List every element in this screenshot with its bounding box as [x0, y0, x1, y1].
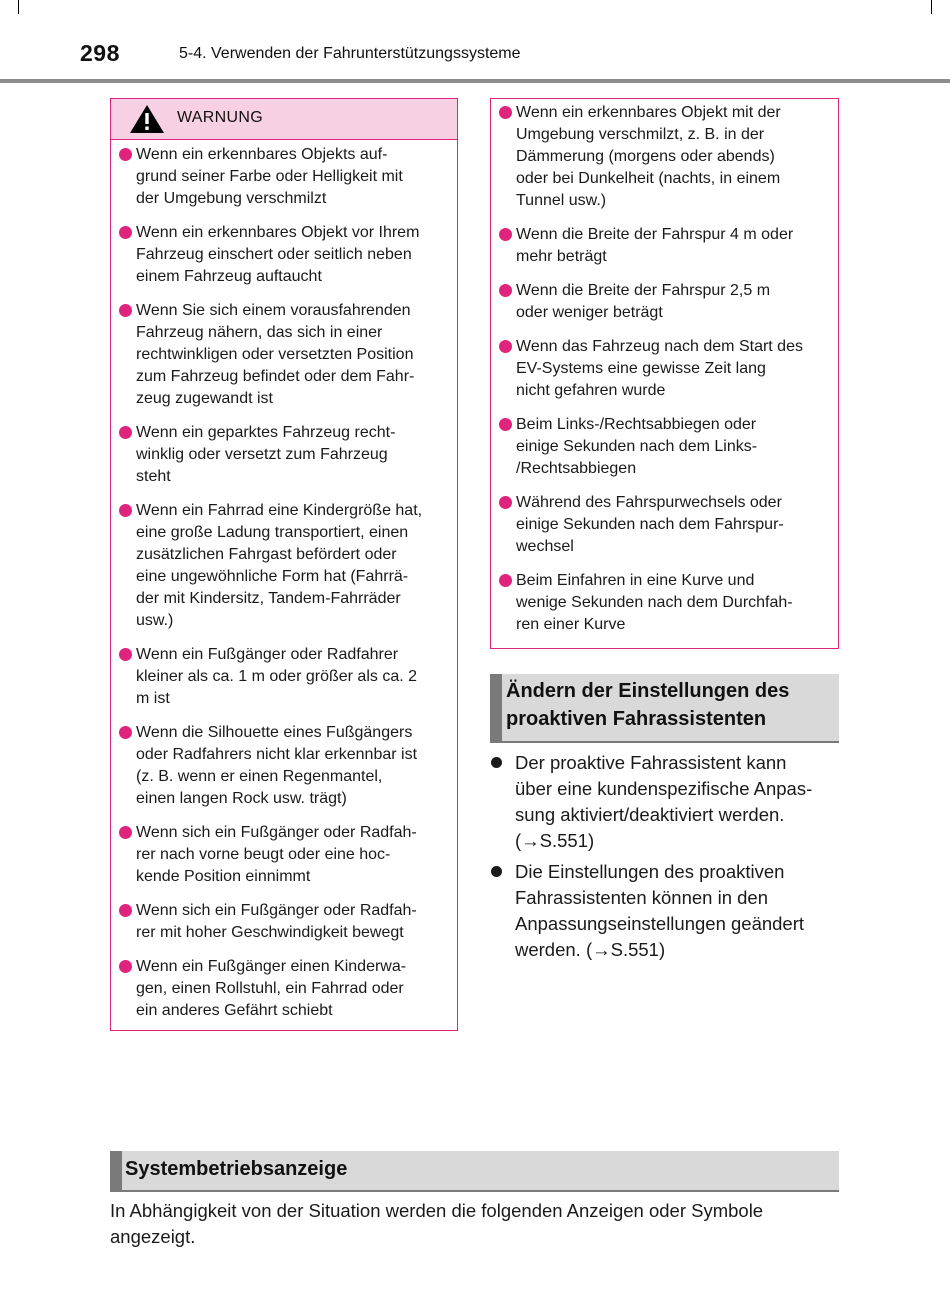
bullet-dot-icon [119, 148, 132, 161]
bullet-dot-icon [119, 504, 132, 517]
warning-item [119, 222, 447, 288]
indicator-section-title: Systembetriebsanzeige [125, 1158, 348, 1180]
warning-title: WARNUNG [177, 109, 263, 126]
settings-bullet-list [490, 750, 835, 968]
warning-list-left [111, 140, 457, 1022]
warning-header [111, 99, 457, 140]
bullet-dot-icon [499, 284, 512, 297]
bullet-dot-icon [119, 904, 132, 917]
warning-item [119, 644, 447, 710]
warning-item-text: Wenn ein geparktes Fahrzeug recht- winklig oder versetzt zum Fahrzeug steht [136, 424, 396, 485]
warning-item-text: Wenn die Breite der Fahrspur 4 m oder mehr beträgt [516, 226, 794, 265]
bullet-dot-icon [499, 340, 512, 353]
warning-item [119, 144, 447, 210]
settings-bullet-text: Der proaktive Fahrassistent kann über eine kundenspezifische Anpas- sung aktiviert/deaktiviert werden. (→S.551) [515, 752, 813, 851]
bullet-dot-icon [491, 757, 502, 768]
settings-section-title: Ändern der Einstellungen des proaktiven Fahrassistenten [506, 680, 790, 730]
warning-triangle-icon [129, 104, 165, 134]
settings-bullet [490, 859, 835, 963]
bullet-dot-icon [119, 726, 132, 739]
bullet-dot-icon [491, 866, 502, 877]
warning-item-text: Wenn die Breite der Fahrspur 2,5 m oder weniger beträgt [516, 282, 771, 321]
warning-item-text: Wenn ein erkennbares Objekts auf- grund seiner Farbe oder Helligkeit mit der Umgebung verschmilzt [136, 146, 403, 207]
warning-item-text: Wenn sich ein Fußgänger oder Radfah- rer nach vorne beugt oder eine hoc- kende Position einnimmt [136, 824, 417, 885]
warning-item-text: Wenn ein Fahrrad eine Kindergröße hat, eine große Ladung transportiert, einen zusätzlichen Fahrgast befördert oder eine ungewöhnliche Form hat (Fahrrä- der mit Kindersitz, Tandem-Fahrräder usw.) [136, 502, 423, 629]
bullet-dot-icon [119, 648, 132, 661]
warning-item [119, 422, 447, 488]
warning-item-text: Wenn ein erkennbares Objekt vor Ihrem Fahrzeug einschert oder seitlich neben einem Fahrzeug auftaucht [136, 224, 420, 285]
bullet-dot-icon [499, 574, 512, 587]
warning-item-text: Wenn ein Fußgänger einen Kinderwa- gen, einen Rollstuhl, ein Fahrrad oder ein anderes Gefährt schiebt [136, 958, 407, 1019]
warning-item-text: Wenn sich ein Fußgänger oder Radfah- rer mit hoher Geschwindigkeit bewegt [136, 902, 417, 941]
warning-item-text: Wenn ein erkennbares Objekt mit der Umgebung verschmilzt, z. B. in der Dämmerung (morgens oder abends) oder bei Dunkelheit (nachts, in einem Tunnel usw.) [516, 104, 781, 209]
indicator-section-header [110, 1151, 839, 1192]
warning-item [119, 500, 447, 632]
header-rule [0, 79, 950, 83]
bullet-dot-icon [119, 826, 132, 839]
warning-box-right [490, 98, 839, 649]
bullet-dot-icon [499, 496, 512, 509]
warning-item [119, 722, 447, 810]
bullet-dot-icon [499, 106, 512, 119]
warning-item [499, 102, 828, 212]
warning-item [499, 414, 828, 480]
warning-item [499, 492, 828, 558]
settings-bullet-text: Die Einstellungen des proaktiven Fahrassistenten können in den Anpassungseinstellungen geändert werden. (→S.551) [515, 861, 805, 960]
warning-item [119, 300, 447, 410]
crop-mark [931, 0, 932, 14]
warning-item [499, 280, 828, 324]
warning-item [119, 956, 447, 1022]
bullet-dot-icon [119, 226, 132, 239]
warning-box-left [110, 98, 458, 1031]
page-number: 298 [80, 40, 120, 66]
warning-item-text: Wenn die Silhouette eines Fußgängers oder Radfahrers nicht klar erkennbar ist (z. B. wenn er einen Regenmantel, einen langen Rock usw. trägt) [136, 724, 418, 807]
warning-item [499, 336, 828, 402]
page-header [0, 0, 950, 84]
section-title: 5-4. Verwenden der Fahrunterstützungssysteme [179, 45, 521, 62]
warning-item [499, 570, 828, 636]
settings-bullet [490, 750, 835, 854]
warning-item-text: Wenn ein Fußgänger oder Radfahrer kleiner als ca. 1 m oder größer als ca. 2 m ist [136, 646, 418, 707]
bullet-dot-icon [499, 228, 512, 241]
bullet-dot-icon [119, 426, 132, 439]
settings-section-header [490, 674, 839, 743]
crop-mark [18, 0, 19, 14]
warning-list-right [491, 99, 838, 636]
warning-item-text: Wenn Sie sich einem vorausfahrenden Fahrzeug nähern, das sich in einer rechtwinkligen oder versetzten Position zum Fahrzeug befindet oder dem Fahr- zeug zugewandt ist [136, 302, 415, 407]
indicator-section-text: In Abhängigkeit von der Situation werden die folgenden Anzeigen oder Symbole angezeigt. [110, 1200, 764, 1247]
warning-item [119, 900, 447, 944]
bullet-dot-icon [119, 304, 132, 317]
warning-item-text: Wenn das Fahrzeug nach dem Start des EV-Systems eine gewisse Zeit lang nicht gefahren wurde [516, 338, 803, 399]
warning-item [119, 822, 447, 888]
bullet-dot-icon [499, 418, 512, 431]
warning-item-text: Beim Einfahren in eine Kurve und wenige Sekunden nach dem Durchfah- ren einer Kurve [516, 572, 793, 633]
bullet-dot-icon [119, 960, 132, 973]
warning-item-text: Während des Fahrspurwechsels oder einige Sekunden nach dem Fahrspur- wechsel [516, 494, 784, 555]
warning-item [499, 224, 828, 268]
warning-item-text: Beim Links-/Rechtsabbiegen oder einige Sekunden nach dem Links- /Rechtsabbiegen [516, 416, 758, 477]
